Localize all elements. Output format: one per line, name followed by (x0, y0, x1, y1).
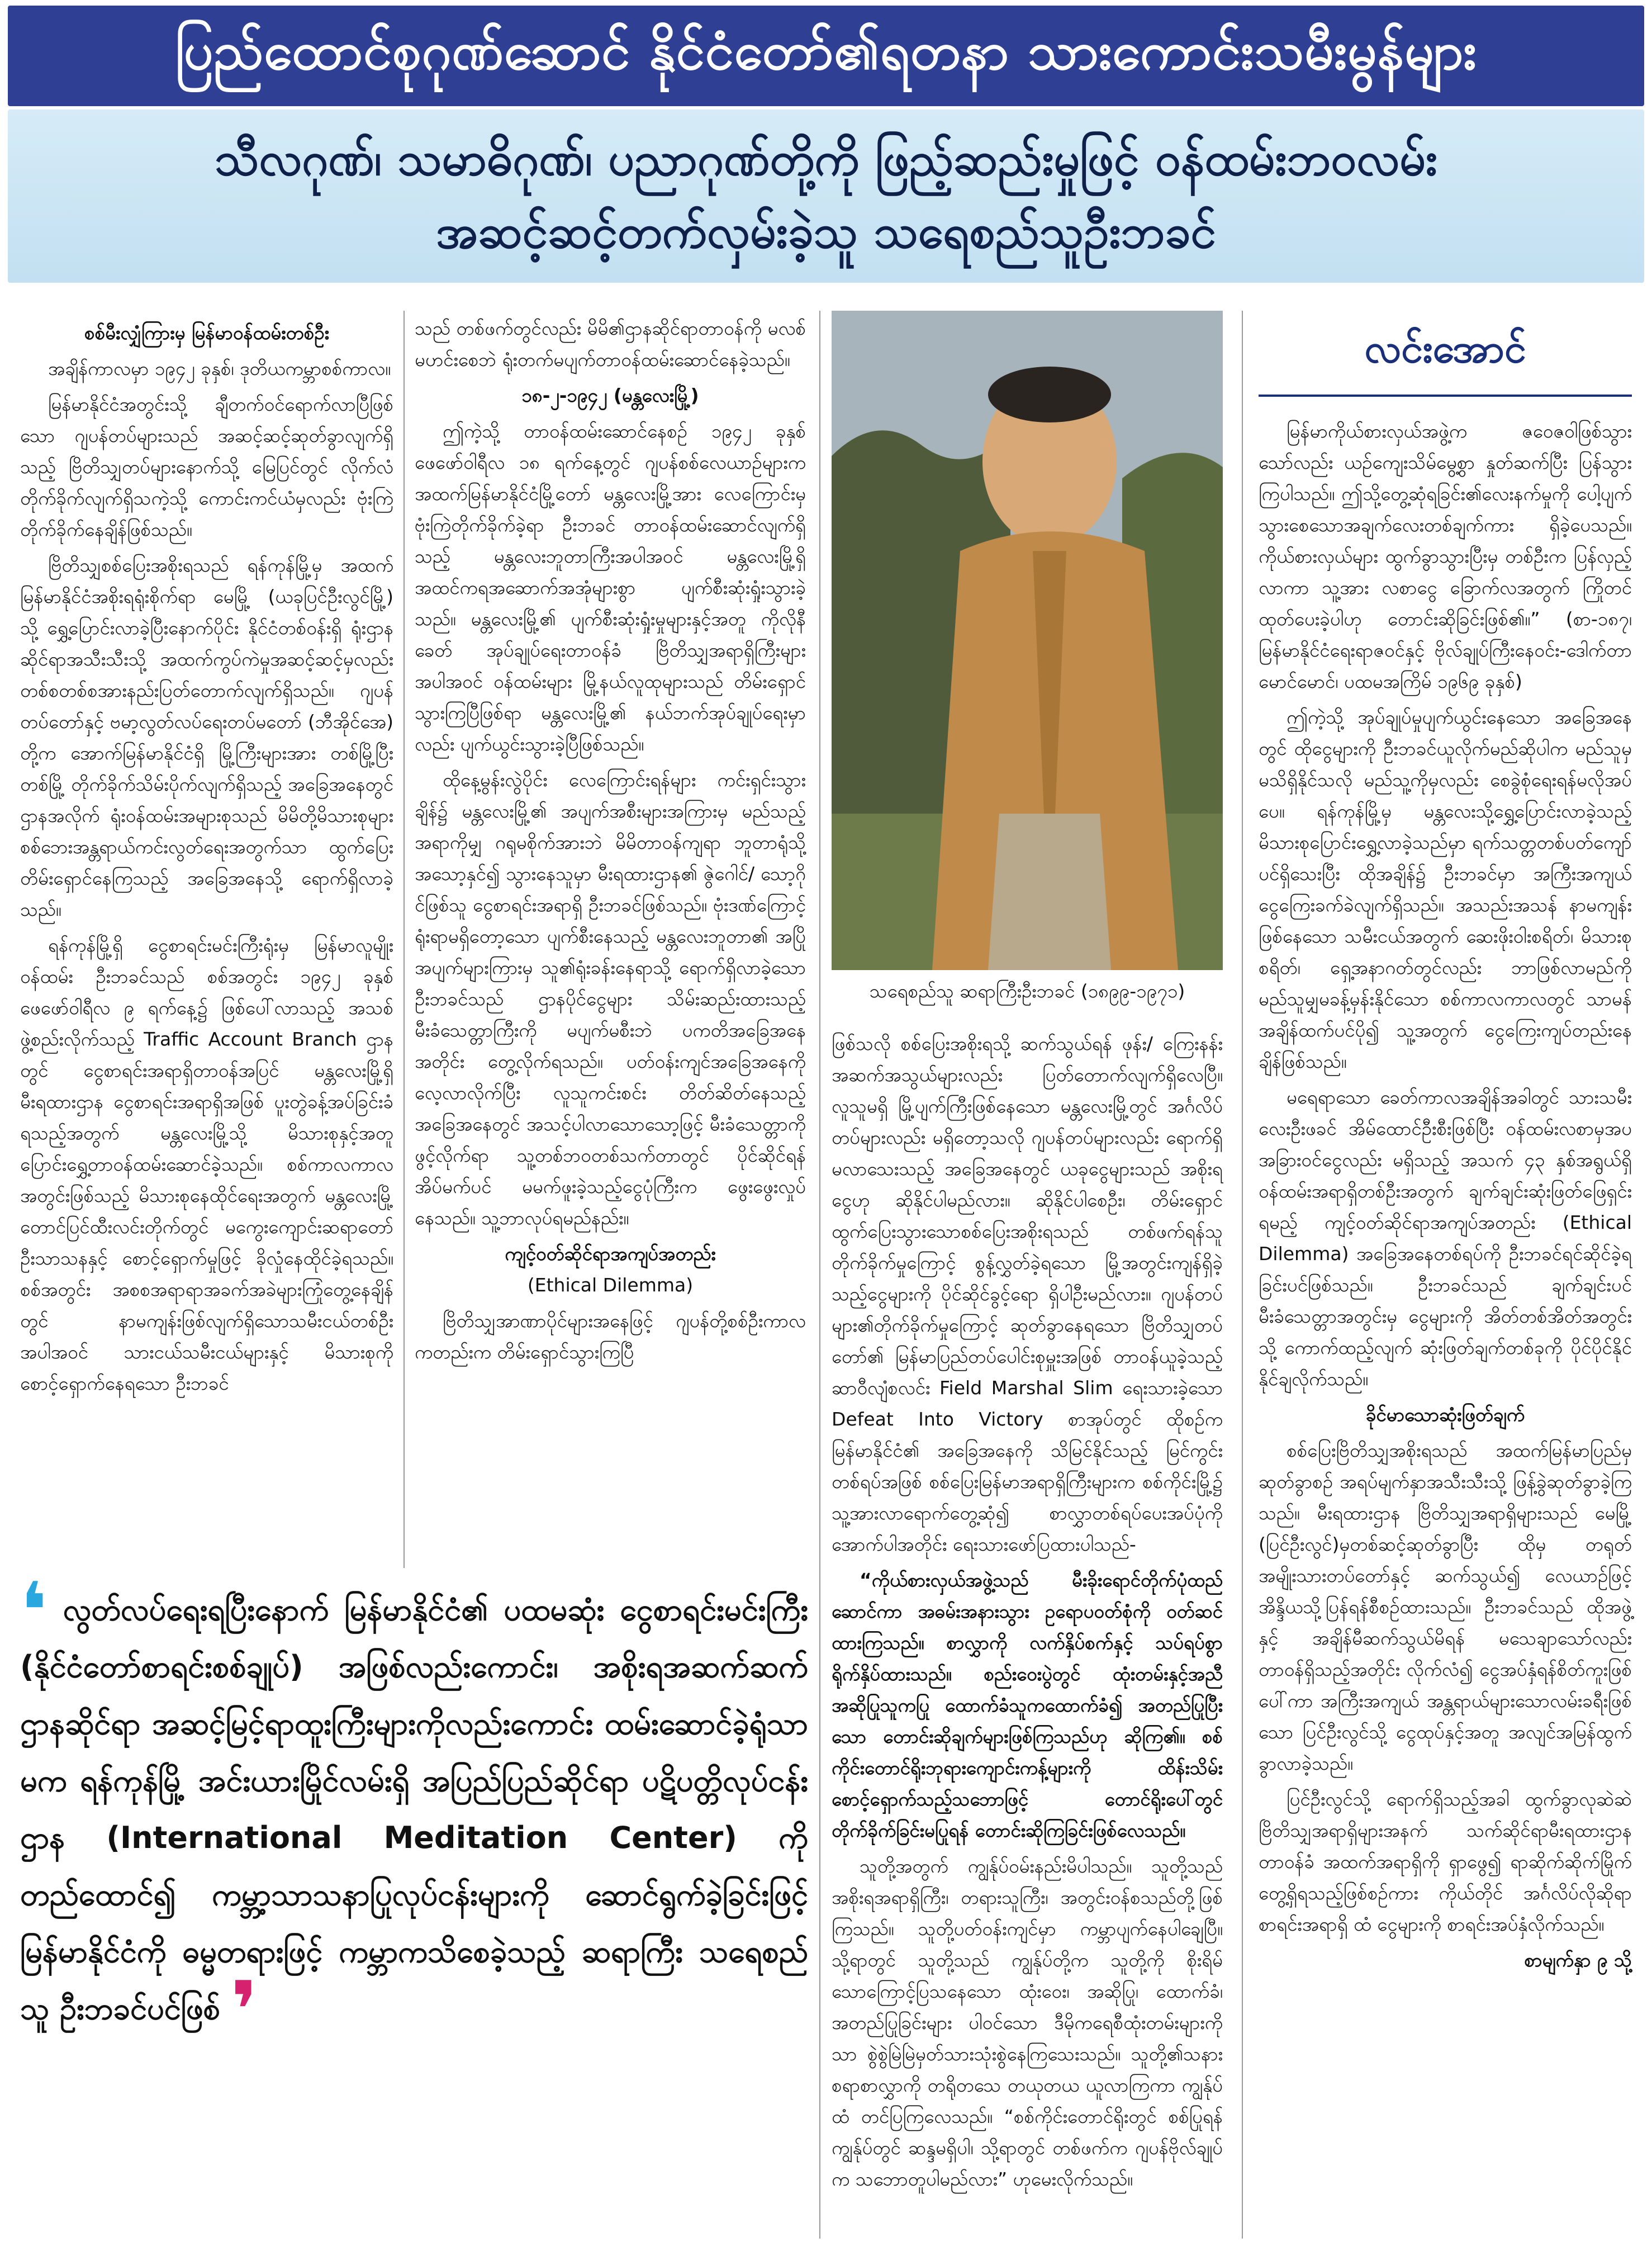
paragraph: ဖြစ်သလို စစ်ပြေးအစိုးရသို့ ဆက်သွယ်ရန် ဖုန်း/ ကြေးနန်းအဆက်အသွယ်များလည်း ပြတ်တောက်လျက်ရှိလေပြီ။ လူသူမရှိ မြို့ပျက်ကြီးဖြစ်နေသော မန္တလေးမြို့တွင် အင်္ဂလိပ်တပ်များလည်း မရှိတော့သလို ဂျပန်တပ်များလည်း ရောက်ရှိမလာသေးသည့် အခြေအနေတွင် ယခုငွေများသည် အစိုးရငွေဟု ဆိုနိုင်ပါမည်လား။ ဆိုနိုင်ပါစေဦး၊ တိမ်းရှောင်ထွက်ပြေးသွားသောစစ်ပြေးအစိုးရသည် တစ်ဖက်ရန်သူတိုက်ခိုက်မှုကြောင့် စွန့်လွှတ်ခဲ့ရသော မြို့အတွင်းကျန်ရှိခဲ့သည့်ငွေများကို ပိုင်ဆိုင်ခွင့်ရော ရှိပါဦးမည်လား။ ဂျပန်တပ်များ၏တိုက်ခိုက်မှုကြောင့် ဆုတ်ခွာနေရသော ဗြိတိသျှတပ်တော်၏ မြန်မာပြည်တပ်ပေါင်းစုမှူးအဖြစ် တာဝန်ယူခဲ့သည့် ဆာဝီလျံစလင်း Field Marshal Slim ရေးသားခဲ့သော Defeat Into Victory စာအုပ်တွင် ထိုစဉ်က မြန်မာနိုင်ငံ၏ အခြေအနေကို သိမြင်နိုင်သည့် မြင်ကွင်းတစ်ရပ်အဖြစ် စစ်ပြေးမြန်မာအရာရှိကြီးများက စစ်ကိုင်းမြို့၌ သူ့အားလာရောက်တွေ့ဆုံ၍ စာလွှာတစ်ရပ်ပေးအပ်ပုံကို အောက်ပါအတိုင်း ရေးသားဖော်ပြထားပါသည်- (832, 1033, 1223, 1555)
column-4 (1259, 416, 1632, 1980)
section-heading: ကျင့်ဝတ်ဆိုင်ရာအကျပ်အတည်း (505, 1243, 716, 1265)
section-heading-sub: (Ethical Dilemma) (527, 1274, 694, 1296)
pull-quote (20, 1566, 808, 2230)
subheadline (8, 110, 1644, 283)
portrait-figure (832, 311, 1223, 1026)
section-heading: စစ်မီးလျှံကြားမှ မြန်မာဝန်ထမ်းတစ်ဦး (84, 322, 329, 344)
column-divider (1242, 311, 1243, 2239)
paragraph: ဗြိတိသျှစစ်ပြေးအစိုးရသည် ရန်ကုန်မြို့မှ အထက်မြန်မာနိုင်ငံအစိုးရရုံးစိုက်ရာ မေမြို့ (ယခုပြင်ဦးလွင်မြို့) သို့ ရွှေ့ပြောင်းလာခဲ့ပြီးနောက်ပိုင်း နိုင်ငံတစ်ဝန်းရှိ ရုံးဌာနဆိုင်ရာအသီးသီးသို့ အထက်ကွပ်ကဲမှုအဆင့်ဆင့်မှလည်း တစ်စတစ်စအားနည်းပြတ်တောက်လျက်ရှိသည်။ ဂျပန်တပ်တော်နှင့် ဗမာ့လွတ်လပ်ရေးတပ်မတော် (ဘီအိုင်အေ) တို့က အောက်မြန်မာနိုင်ငံရှိ မြို့ကြီးများအား တစ်မြို့ပြီးတစ်မြို့ တိုက်ခိုက်သိမ်းပိုက်လျက်ရှိသည့် အခြေအနေတွင် ဌာနအလိုက် ရုံးဝန်ထမ်းအများစုသည် မိမိတို့မိသားစုများ စစ်ဘေးအန္တရာယ်ကင်းလွတ်ရေးအတွက်သာ ထွက်ပြေးတိမ်းရှောင်နေကြသည့် အခြေအနေသို့ ရောက်ရှိလာခဲ့သည်။ (20, 554, 393, 920)
banner (8, 6, 1644, 106)
portrait-illustration (832, 311, 1223, 970)
column-divider (403, 311, 405, 1568)
paragraph: မြန်မာကိုယ်စားလှယ်အဖွဲ့က ဇဝေဇဝါဖြစ်သွားသော်လည်း ယဉ်ကျေးသိမ်မွေ့စွာ နှုတ်ဆက်ပြီး ပြန်သွားကြပါသည်။ ဤသို့တွေ့ဆုံရခြင်း၏လေးနက်မှုကို ပေါ့ပျက်သွားစေသောအချက်လေးတစ်ချက်ကား ရှိခဲ့ပေသည်။ ကိုယ်စားလှယ်များ ထွက်ခွာသွားပြီးမှ တစ်ဦးက ပြန်လှည့်လာကာ သူ့အား လစာငွေ ခြောက်လအတွက် ကြိုတင်ထုတ်ပေးခဲ့ပါဟု တောင်းဆိုခြင်းဖြစ်၏။” (စာ-၁၈၇၊ မြန်မာနိုင်ငံရေးရာဇဝင်နှင့် ဗိုလ်ချုပ်ကြီးနေဝင်း-ဒေါက်တာမောင်မောင်၊ ပထမအကြိမ် ၁၉၆၉ ခုနှစ်) (1259, 420, 1632, 692)
paragraph: ဗြိတိသျှအာဏာပိုင်များအနေဖြင့် ဂျပန်တို့စစ်ဦးကာလကတည်းက တိမ်းရှောင်သွားကြပြီ (415, 1310, 806, 1363)
column-3 (832, 1028, 1223, 2199)
paragraph: မြန်မာနိုင်ငံအတွင်းသို့ ချီတက်ဝင်ရောက်လာပြီဖြစ်သော ဂျပန်တပ်များသည် အဆင့်ဆင့်ဆုတ်ခွာလျက်ရှိသည့် ဗြိတိသျှတပ်များနောက်သို့ မြေပြင်တွင် လိုက်လံတိုက်ခိုက်လျက်ရှိသကဲ့သို့ ကောင်းကင်ယံမှလည်း ဗုံးကြဲတိုက်ခိုက်နေချိန်ဖြစ်သည်။ (20, 393, 393, 540)
banner-title: ပြည်ထောင်စုဂုဏ်ဆောင် နိုင်ငံတော်၏ရတနာ သားကောင်းသမီးမွန်များ (175, 21, 1477, 81)
author-name: လင်းအောင် (1364, 325, 1526, 372)
subheadline-line-1: သီလဂုဏ်၊ သမာဓိဂုဏ်၊ ပညာဂုဏ်တို့ကို ဖြည့်ဆည်းမှုဖြင့် ဝန်ထမ်းဘဝလမ်း (215, 133, 1437, 186)
continued-on-page[interactable]: စာမျက်နှာ ၉ သို့ (1524, 1949, 1632, 1971)
paragraph: စစ်ပြေးဗြိတိသျှအစိုးရသည် အထက်မြန်မာပြည်မှ ဆုတ်ခွာစဉ် အရပ်မျက်နှာအသီးသီးသို့ ဖြန့်ခွဲဆုတ်ခွာခဲ့ကြသည်။ မီးရထားဌာန ဗြိတိသျှအရာရှိများသည် မေမြို့ (ပြင်ဦးလွင်)မှတစ်ဆင့်ဆုတ်ခွာပြီး ထိုမှ တရုတ်အမျိုးသားတပ်တော်နှင့် ဆက်သွယ်၍ လေယာဉ်ဖြင့် အိန္ဒိယသို့ပြန်ရန်စီစဉ်ထားသည်။ ဦးဘခင်သည် ထိုအဖွဲ့နှင့် အချိန်မီဆက်သွယ်မိရန် မသေချာသော်လည်း တာဝန်ရှိသည့်အတိုင်း လိုက်လံ၍ ငွေအပ်နှံရန်စိတ်ကူးဖြစ်ပေါ်ကာ အကြီးအကျယ် အန္တရာယ်များသောလမ်းခရီးဖြစ်သော ပြင်ဦးလွင်သို့ ငွေထုပ်နှင့်အတူ အလျင်အမြန်ထွက်ခွာလာခဲ့သည်။ (1259, 1439, 1632, 1774)
paragraph: သည် တစ်ဖက်တွင်လည်း မိမိ၏ဌာနဆိုင်ရာတာဝန်ကို မလစ်မဟင်းစေဘဲ ရုံးတက်မပျက်တာဝန်ထမ်းဆောင်နေခဲ့သည်။ (415, 317, 806, 370)
paragraph: မရေရာသော ခေတ်ကာလအချိန်အခါတွင် သားသမီးလေးဦးဖခင် အိမ်ထောင်ဦးစီးဖြစ်ပြီး ဝန်ထမ်းလစာမှအပ အခြားဝင်ငွေလည်း မရှိသည့် အသက် ၄၃ နှစ်အရွယ်ရှိ ဝန်ထမ်းအရာရှိတစ်ဦးအတွက် ချက်ချင်းဆုံးဖြတ်ဖြေရှင်းရမည့် ကျင့်ဝတ်ဆိုင်ရာအကျပ်အတည်း (Ethical Dilemma) အခြေအနေတစ်ရပ်ကို ဦးဘခင်ရင်ဆိုင်ခဲ့ရခြင်းပင်ဖြစ်သည်။ ဦးဘခင်သည် ချက်ချင်းပင် မီးခံသေတ္တာအတွင်းမှ ငွေများကို အိတ်တစ်အိတ်အတွင်းသို့ ကောက်ထည့်လျက် ဆုံးဖြတ်ချက်တစ်ခုကို ပိုင်ပိုင်နိုင်နိုင်ချလိုက်သည်။ (1259, 1086, 1632, 1390)
paragraph: ဤကဲ့သို့ တာဝန်ထမ်းဆောင်နေစဉ် ၁၉၄၂ ခုနှစ် ဖေဖော်ဝါရီလ ၁၈ ရက်နေ့တွင် ဂျပန်စစ်လေယာဉ်များက အထက်မြန်မာနိုင်ငံမြို့တော် မန္တလေးမြို့အား လေကြောင်းမှ ဗုံးကြဲတိုက်ခိုက်ခဲ့ရာ ဦးဘခင် တာဝန်ထမ်းဆောင်လျက်ရှိသည့် မန္တလေးဘူတာကြီးအပါအဝင် မန္တလေးမြို့ရှိ အထင်ကရအဆောက်အအုံများစွာ ပျက်စီးဆုံးရှုံးသွားခဲ့သည်။ မန္တလေးမြို့၏ ပျက်စီးဆုံးရှုံးမှုများနှင့်အတူ ကိုလိုနီခေတ် အုပ်ချုပ်ရေးတာဝန်ခံ ဗြိတိသျှအရာရှိကြီးများအပါအဝင် ဝန်ထမ်းများ မြို့နယ်လူထုများသည် တိမ်းရှောင်သွားကြပြီဖြစ်ရာ မန္တလေးမြို့၏ နယ်ဘက်အုပ်ချုပ်ရေးမှာလည်း ပျက်ယွင်းသွားခဲ့ပြီဖြစ်သည်။ (415, 420, 806, 755)
close-quote-icon: ❜ (230, 1965, 258, 2056)
open-quote-icon: ❛ (20, 1566, 48, 1657)
column-2 (415, 313, 806, 1372)
paragraph: သူတို့အတွက် ကျွန်ုပ်ဝမ်းနည်းမိပါသည်။ သူတို့သည် အစိုးရအရာရှိကြီး၊ တရားသူကြီး၊ အတွင်းဝန်စသည်တို့ဖြစ်ကြသည်။ သူတို့ပတ်ဝန်းကျင်မှာ ကမ္ဘာပျက်နေပါချေပြီ။ သို့ရာတွင် သူတို့သည် ကျွန်ုပ်တို့က သူတို့ကို စိုးရိမ်သောကြောင့်ပြသနေသော ထုံးဝေး၊ အဆိုပြု၊ ထောက်ခံ၊ အတည်ပြုခြင်းများ ပါဝင်သော ဒီမိုကရေစီထုံးတမ်းများကိုသာ စွဲစွဲမြဲမြဲမှတ်သားသုံးစွဲနေကြသေးသည်။ သူတို့၏သနားစရာစာလွှာကို တရိုတသေ တယုတယ ယူလာကြကာ ကျွန်ုပ်ထံ တင်ပြကြလေသည်။ “စစ်ကိုင်းတောင်ရိုးတွင် စစ်ပြုရန် ကျွန်ုပ်တွင် ဆန္ဒမရှိပါ၊ သို့ရာတွင် တစ်ဖက်က ဂျပန်ဗိုလ်ချုပ်က သဘောတူပါမည်လား” ဟုမေးလိုက်သည်။ (832, 1855, 1223, 2190)
paragraph: ရန်ကုန်မြို့ရှိ ငွေစာရင်းမင်းကြီးရုံးမှ မြန်မာလူမျိုးဝန်ထမ်း ဦးဘခင်သည် စစ်အတွင်း ၁၉၄၂ ခုနှစ် ဖေဖော်ဝါရီလ ၉ ရက်နေ့၌ ဖြစ်ပေါ်လာသည့် အသစ်ဖွဲ့စည်းလိုက်သည့် Traffic Account Branch ဌာနတွင် ငွေစာရင်းအရာရှိတာဝန်အပြင် မန္တလေးမြို့ရှိ မီးရထားဌာန ငွေစာရင်းအရာရှိအဖြစ် ပူးတွဲခန့်အပ်ခြင်းခံရသည့်အတွက် မန္တလေးမြို့သို့ မိသားစုနှင့်အတူ ပြောင်းရွှေ့တာဝန်ထမ်းဆောင်ခဲ့သည်။ စစ်ကာလကာလအတွင်းဖြစ်သည့် မိသားစုနေထိုင်ရေးအတွက် မန္တလေးမြို့ တောင်ပြင်ထီးလင်းတိုက်တွင် မကွေးကျောင်းဆရာတော်ဦးသာသနနှင့် စောင့်ရှောက်မှုဖြင့် ခိုလှုံနေထိုင်ခဲ့ရသည်။ စစ်အတွင်း အစစအရာရာအခက်အခဲများကြုံတွေ့နေချိန်တွင် နာမကျန်းဖြစ်လျက်ရှိသောသမီးငယ်တစ်ဦးအပါအဝင် သားငယ်သမီးငယ်များနှင့် မိသားစုကိုစောင့်ရှောက်နေရသော ဦးဘခင် (20, 934, 393, 1394)
paragraph: ထိုနေ့မွန်းလွဲပိုင်း လေကြောင်းရန်များ ကင်းရှင်းသွားချိန်၌ မန္တလေးမြို့၏ အပျက်အစီးများအကြားမှ မည်သည့်အရာကိုမျှ ဂရုမစိုက်အားဘဲ မိမိတာဝန်ကျရာ ဘူတာရုံသို့ အသော့နှင်၍ သွားနေသူမှာ မီးရထားဌာန၏ ဇွဲဂေါင်/ သော့ဂိုင်ဖြစ်သူ ငွေစာရင်းအရာရှိ ဦးဘခင်ဖြစ်သည်။ ဗုံးဒဏ်ကြောင့် ရုံးရာမရှိတော့သော ပျက်စီးနေသည့် မန္တလေးဘူတာ၏ အပြိုအပျက်များကြားမှ သူ၏ရုံးခန်းနေရာသို့ ရောက်ရှိလာခဲ့သော ဦးဘခင်သည် ဌာနပိုင်ငွေများ သိမ်းဆည်းထားသည့် မီးခံသေတ္တာကြီးကို မပျက်မစီးဘဲ ပကတိအခြေအနေအတိုင်း တွေ့လိုက်ရသည်။ ပတ်ဝန်းကျင်အခြေအနေကို လေ့လာလိုက်ပြီး လူသူကင်းစင်း တိတ်ဆိတ်နေသည့်အခြေအနေတွင် အသင့်ပါလာသောသော့ဖြင့် မီးခံသေတ္တာကို ဖွင့်လိုက်ရာ သူ့တစ်ဘဝတစ်သက်တာတွင် ပိုင်ဆိုင်ရန် အိပ်မက်ပင် မမက်ဖူးခဲ့သည့်ငွေပုံကြီးက ဖွေးဖွေးလှုပ်နေသည်။ သူ့ဘာလုပ်ရမည်နည်း။ (415, 769, 806, 1229)
section-heading: ၁၈-၂-၁၉၄၂ (မန္တလေးမြို့) (521, 384, 699, 406)
author-byline (1259, 311, 1632, 397)
section-heading: ခိုင်မာသောဆုံးဖြတ်ချက် (1365, 1404, 1525, 1426)
paragraph: အချိန်ကာလမှာ ၁၉၄၂ ခုနှစ်၊ ဒုတိယကမ္ဘာစစ်ကာလ။ (48, 358, 391, 379)
paragraph: ပြင်ဦးလွင်သို့ ရောက်ရှိသည့်အခါ ထွက်ခွာလုဆဲဆဲ ဗြိတိသျှအရာရှိများအနက် သက်ဆိုင်ရာမီးရထားဌာနတာဝန်ခံ အထက်အရာရှိကို ရှာဖွေ၍ ရာဆိုက်ဆိုက်မြိုက်တွေ့ရှိရသည့်ဖြစ်စဉ်ကား ကိုယ်တိုင် အင်္ဂလိပ်လိုဆိုရာ စာရင်းအရာရှိ ထံ ငွေများကို စာရင်းအပ်နှံလိုက်သည်။ (1259, 1788, 1632, 1935)
quote-paragraph: “ကိုယ်စားလှယ်အဖွဲ့သည် မီးခိုးရောင်တိုက်ပုံထည်ဆောင်ကာ အဓမ်းအနားသွား ဥရောပဝတ်စုံကို ဝတ်ဆင်ထားကြသည်။ စာလွှာကို လက်နှိပ်စက်နှင့် သပ်ရပ်စွာ ရိုက်နှိပ်ထားသည်။ စည်းဝေးပွဲတွင် ထုံးတမ်းနှင့်အညီ အဆိုပြုသူကပြု ထောက်ခံသူကထောက်ခံ၍ အတည်ပြုပြီးသော တောင်းဆိုချက်များဖြစ်ကြသည်ဟု ဆိုကြ၏။ စစ်ကိုင်းတောင်ရိုးဘုရားကျောင်းကန့်များကို ထိန်းသိမ်းစောင့်ရှောက်သည့်သဘောဖြင့် တောင်ရိုးပေါ်တွင် တိုက်ခိုက်ခြင်းမပြုရန် တောင်းဆိုကြခြင်းဖြစ်လေသည်။ (832, 1569, 1223, 1841)
paragraph: ဤကဲ့သို့ အုပ်ချုပ်မှုပျက်ယွင်းနေသော အခြေအနေတွင် ထိုငွေများကို ဦးဘခင်ယူလိုက်မည်ဆိုပါက မည်သူမှ မသိရှိနိုင်သလို မည်သူ့ကိုမှလည်း စေခွဲစုံရေးရန်မလိုအပ်ပေ။ ရန်ကုန်မြို့မှ မန္တလေးသို့ရွှေ့ပြောင်းလာခဲ့သည့် မိသားစုပြောင်းရွှေ့လာခဲ့သည်မှာ ရက်သတ္တတစ်ပတ်ကျော်ပင်ရှိသေးပြီး ထိုအချိန်၌ ဦးဘခင်မှာ အကြီးအကျယ် ငွေကြေးခက်ခဲလျက်ရှိသည်။ အသည်းအသန် နာမကျန်းဖြစ်နေသော သမီးငယ်အတွက် ဆေးဖိုးဝါးစရိတ်၊ မိသားစုစရိတ်၊ ရှေ့အနာဂတ်တွင်လည်း ဘာဖြစ်လာမည်ကို မည်သူမျှမခန့်မှန်းနိုင်သော စစ်ကာလကာလတွင် သာမန်အချိန်ထက်ပင်ပို၍ သူ့အတွက် ငွေကြေးကျပ်တည်းနေချိန်ဖြစ်သည်။ (1259, 706, 1632, 1072)
column-divider (819, 311, 820, 2239)
column-1 (20, 313, 393, 1404)
subheadline-line-2: အဆင့်ဆင့်တက်လှမ်းခဲ့သူ သရေစည်သူဦးဘခင် (436, 206, 1216, 259)
photo-caption: သရေစည်သူ ဆရာကြီးဦးဘခင် (၁၈၉၉-၁၉၇၁) (869, 980, 1185, 1002)
pull-quote-text: လွတ်လပ်ရေးရပြီးနောက် မြန်မာနိုင်ငံ၏ ပထမဆုံး ငွေစာရင်းမင်းကြီး (နိုင်ငံတော်စာရင်းစစ်ချုပ်) အဖြစ်လည်းကောင်း၊ အစိုးရအဆက်ဆက် ဌာနဆိုင်ရာ အဆင့်မြင့်ရာထူးကြီးများကိုလည်းကောင်း ထမ်းဆောင်ခဲ့ရုံသာမက ရန်ကုန်မြို့ အင်းယားမြိုင်လမ်းရှိ အပြည်ပြည်ဆိုင်ရာ ပဋိပတ္တိလုပ်ငန်းဌာန (International Meditation Center) ကို တည်ထောင်၍ ကမ္ဘာ့သာသနာပြုလုပ်ငန်းများကို ဆောင်ရွက်ခဲ့ခြင်းဖြင့် မြန်မာနိုင်ငံကို ဓမ္မတရားဖြင့် ကမ္ဘာကသိစေခဲ့သည့် ဆရာကြီး သရေစည်သူ ဦးဘခင်ပင်ဖြစ် (20, 1592, 808, 2026)
portrait-photo (832, 311, 1223, 970)
